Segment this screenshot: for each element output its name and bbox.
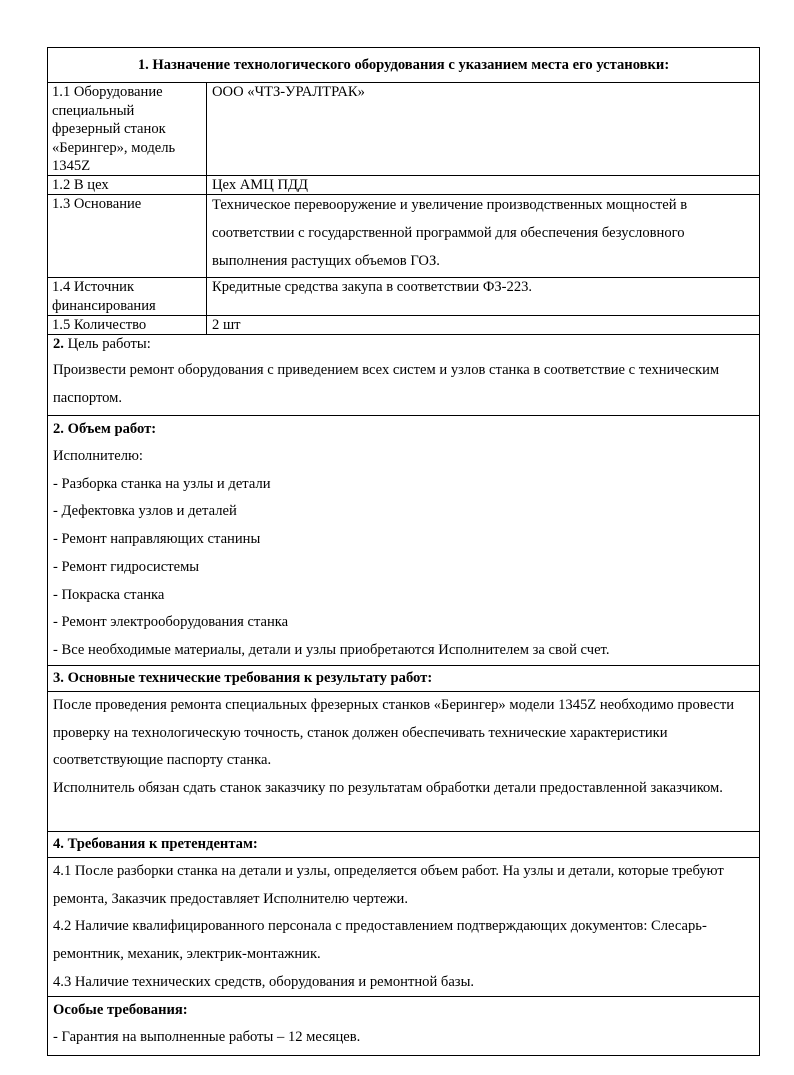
quantity-value: 2 шт [212,317,241,333]
special-section [48,996,759,1055]
candidates-paragraph: 4.1 После разборки станка на детали и узлы, определяется объем работ. На узлы и детали, которые требуют ремонта, Заказчик предоставляет Исполнителю чертежи. [53,863,724,907]
scope-item: - Ремонт электрооборудования станка [53,614,289,631]
section1-title: 1. Назначение технологического оборудования с указанием места его установки: [137,57,670,73]
scope-section [48,415,759,665]
scope-item: - Ремонт направляющих станины [53,531,261,548]
candidates-paragraph: 4.3 Наличие технических средств, оборудования и ремонтной базы. [53,973,475,990]
candidates-section [48,857,759,996]
row-quantity [48,315,759,334]
requirements-section [48,691,759,831]
basis-label: 1.3 Основание [48,195,207,277]
row-equipment [48,82,759,175]
financing-label: 1.4 Источник финансирования [48,278,207,315]
requirements-paragraph: Исполнитель обязан сдать станок заказчику по результатам обработки детали предоставленной заказчиком. [53,780,723,797]
candidates-heading: 4. Требования к претендентам: [48,831,759,857]
workshop-value: Цех АМЦ ПДД [212,177,308,193]
scope-heading: 2. Объем работ: [53,421,157,437]
equipment-label: 1.1 Оборудование специальный фрезерный станок «Берингер», модель 1345Z [48,83,207,175]
scope-item: - Покраска станка [53,586,165,603]
goal-heading: 2. Цель работы: [53,336,151,352]
scope-item: - Дефектовка узлов и деталей [53,503,237,520]
candidates-paragraph: 4.2 Наличие квалифицированного персонала с предоставлением подтверждающих документов: Слесарь-ремонтник, механик, электрик-монтажник. [53,918,707,963]
quantity-label: 1.5 Количество [48,316,207,334]
row-financing [48,277,759,315]
basis-value: Техническое перевооружение и увеличение производственных мощностей в соответствии с государственной программой для обеспечения безусловного выполнения растущих объемов ГОЗ. [212,197,688,269]
financing-value: Кредитные средства закупа в соответствии ФЗ-223. [212,279,533,295]
equipment-value: ООО «ЧТЗ-УРАЛТРАК» [212,84,365,100]
requirements-heading: 3. Основные технические требования к результату работ: [48,665,759,691]
document-table [47,47,760,1056]
requirements-paragraph: После проведения ремонта специальных фрезерных станков «Берингер» модели 1345Z необходимо провести проверку на технологическую точность, станок должен обеспечивать технические характеристики соответствующие паспорту станка. [53,697,735,769]
workshop-label: 1.2 В цех [48,176,207,194]
goal-text: Произвести ремонт оборудования с приведением всех систем и узлов станка в соответствие с техническим паспортом. [53,362,720,406]
special-item: - Гарантия на выполненные работы – 12 месяцев. [53,1029,361,1045]
goal-section [48,334,759,415]
scope-item: - Ремонт гидросистемы [53,558,200,575]
scope-item: - Все необходимые материалы, детали и узлы приобретаются Исполнителем за свой счет. [53,641,610,658]
scope-intro: Исполнителю: [53,448,143,464]
goal-heading-text: Цель работы: [67,336,151,352]
special-heading: Особые требования: [53,1002,188,1018]
row-basis [48,194,759,277]
scope-item: - Разборка станка на узлы и детали [53,475,271,492]
